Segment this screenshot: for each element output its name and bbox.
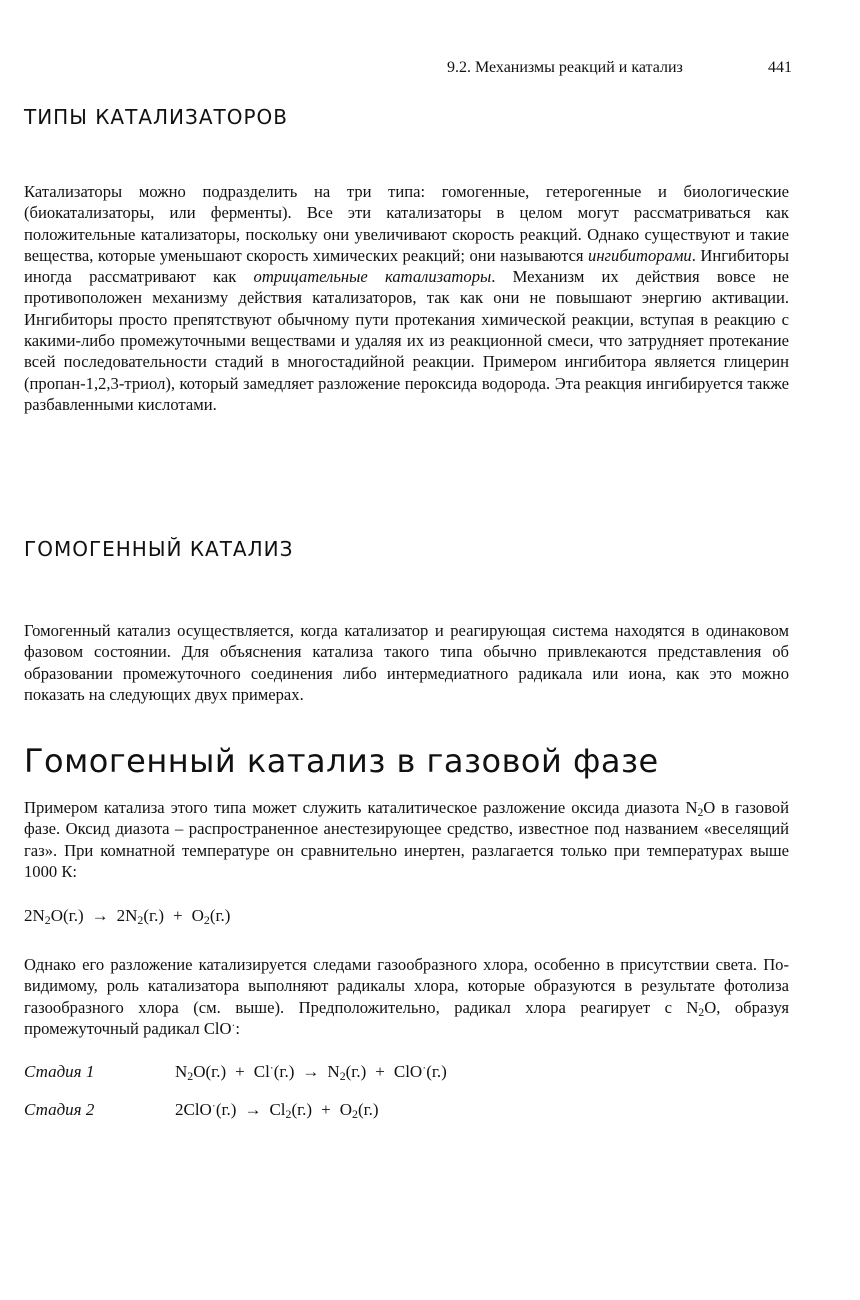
subscript: 2 (285, 1106, 292, 1121)
formula-part: Cl (253, 1062, 270, 1081)
formula-part: 2N (24, 906, 45, 925)
reaction-arrow: → (91, 906, 109, 925)
formula-part: (г.) (357, 1100, 379, 1119)
formula-part: N (327, 1062, 340, 1081)
subscript: 2 (339, 1068, 346, 1083)
plus-sign: + (321, 1100, 331, 1119)
formula-part: (г.) (426, 1062, 447, 1081)
subscript: 2 (137, 912, 144, 927)
formula-part: O(г.) (193, 1062, 227, 1081)
paragraph-homogeneous-catalysis: Гомогенный катализ осуществляется, когда катализатор и реагирующая система находятся в одинаковом фазовом состоянии. Для объяснения катализа такого типа обычно привлекаются представления об образовании промежуточного соединения либо интермедиатного радикала или иона, как это можно показать на следующих двух примерах. (24, 621, 789, 704)
text-run: . Механизм их действия вовсе не противоположен механизму действия катализаторов, так как они не повышают энергию активации. Ингибиторы просто препятствуют обычному пути протекания химической реакции, вступая в реакцию с какими-либо промежуточными веществами и удаляя их из реакционной смеси, что затрудняет протекание всей последовательности стадий в многостадийной реакции. Примером ингибитора является глицерин (пропан-1,2,3-триол), который замедляет разложение пероксида водорода. Эта реакция ингибируется также разбавленными кислотами. (24, 267, 789, 414)
formula-part: (г.) (209, 906, 231, 925)
subscript: 2 (351, 1106, 358, 1121)
text-run: Примером катализа этого типа может служить каталитическое разложение оксида диазота N (24, 798, 698, 817)
plus-sign: + (375, 1062, 385, 1081)
text-run: O, образуя промежуточный радикал ClO (24, 997, 789, 1038)
formula-part: 2N (116, 906, 138, 925)
plus-sign: + (235, 1062, 245, 1081)
stage-1-label: Стадия 1 (24, 1062, 95, 1081)
formula-part: (г.) (215, 1100, 237, 1119)
plus-sign: + (173, 906, 183, 925)
subscript: 2 (187, 1068, 194, 1083)
stage-2-equation (175, 1100, 379, 1120)
section-heading-catalyst-types: ТИПЫ КАТАЛИЗАТОРОВ (24, 105, 288, 129)
superscript-radical-dot: · (211, 1098, 216, 1113)
formula-part: 2ClO (175, 1100, 212, 1119)
text-run: O в газовой фазе. Оксид диазота – распространенное анестезирующее средство, известное под названием «веселящий газ». При комнатной температуре он сравнительно инертен, разлагается только при температурах выше 1000 К: (24, 798, 789, 881)
subscript: 2 (698, 1005, 705, 1019)
superscript-radical-dot: · (269, 1060, 274, 1075)
stage-2-label: Стадия 2 (24, 1100, 95, 1119)
formula-part: O (191, 906, 204, 925)
term-inhibitors: ингибиторами (588, 245, 692, 265)
formula-part: N (175, 1062, 188, 1081)
superscript-radical-dot: · (422, 1060, 427, 1075)
paragraph-catalyst-types (24, 181, 789, 415)
formula-part: (г.) (143, 906, 165, 925)
subscript: 2 (203, 912, 210, 927)
superscript-radical-dot: · (231, 1018, 236, 1032)
section-heading-homogeneous-catalysis: ГОМОГЕННЫЙ КАТАЛИЗ (24, 537, 294, 561)
formula-part: O(г.) (50, 906, 84, 925)
text-run: . Ингибиторы иногда рассматривают как (24, 245, 789, 287)
term-negative-catalysts: отрицательные катализаторы (253, 267, 492, 287)
equation-n2o-decomposition (24, 906, 230, 926)
text-run: : (235, 1018, 240, 1038)
formula-part: Cl (269, 1100, 286, 1119)
subsection-heading-gas-phase: Гомогенный катализ в газовой фазе (24, 742, 659, 780)
text-run: Однако его разложение катализируется следами газообразного хлора, особенно в присутствии света. По-видимому, роль катализатора выполняют радикалы хлора, которые образуются в результате фотолиза газообразного хлора (см. выше). Предположительно, радикал хлора реагирует с N (24, 955, 789, 1017)
subscript: 2 (44, 912, 51, 927)
formula-part: O (339, 1100, 352, 1119)
text-run: Катализаторы можно подразделить на три типа: гомогенные, гетерогенные и биологические (биокатализаторы, или ферменты). Все эти катализаторы в целом могут рассматриваться как положительные катализаторы, поскольку они увеличивают скорость реакций. Однако существуют и такие вещества, которые уменьшают скорость химических реакций; они называются (24, 182, 789, 265)
formula-part: (г.) (273, 1062, 295, 1081)
page-number: 441 (768, 59, 792, 76)
formula-part: (г.) (291, 1100, 313, 1119)
stage-1-equation (175, 1062, 447, 1082)
paragraph-chlorine-catalysis (24, 954, 789, 1039)
reaction-arrow: → (302, 1062, 320, 1081)
running-head-section-title: 9.2. Механизмы реакций и катализ (447, 59, 683, 76)
formula-part: (г.) (345, 1062, 367, 1081)
formula-part: ClO (393, 1062, 423, 1081)
reaction-arrow: → (244, 1100, 262, 1119)
subscript: 2 (697, 805, 704, 819)
running-head (447, 59, 792, 77)
paragraph-gas-phase-example (24, 797, 789, 882)
